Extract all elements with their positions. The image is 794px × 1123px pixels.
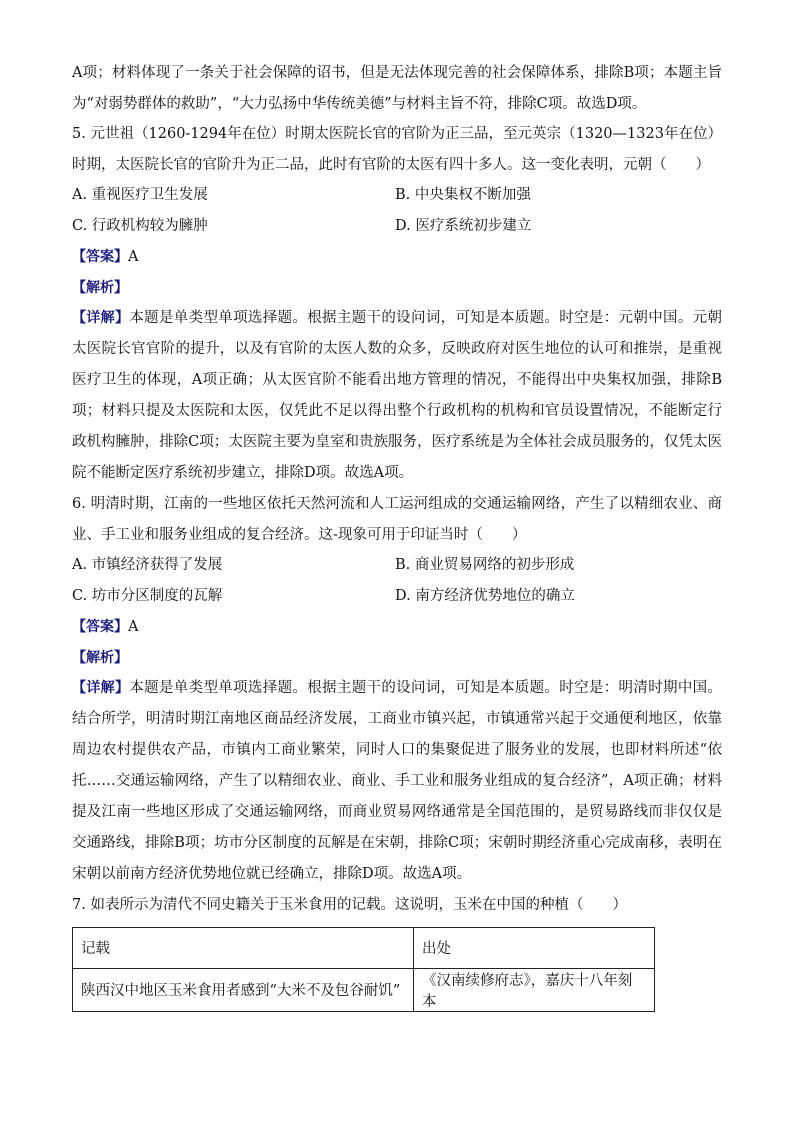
q5-detail-label: 【详解】 xyxy=(72,310,130,326)
q6-detail xyxy=(72,673,722,890)
q5-answer-label: 【答案】 xyxy=(72,249,128,265)
q6-answer-line xyxy=(72,612,722,643)
question-6-stem: 6. 明清时期，江南的一些地区依托天然河流和人工运河组成的交通运输网络，产生了以精细农业、商业、手工业和服务业组成的复合经济。这-现象可用于印证当时（ ） xyxy=(72,496,722,543)
q5-option-a: A. 重视医疗卫生发展 xyxy=(72,187,208,203)
q5-analysis-line xyxy=(72,273,722,304)
q5-analysis-label: 【解析】 xyxy=(72,279,128,296)
document-page xyxy=(72,58,722,1012)
q6-option-d: D. 南方经济优势地位的确立 xyxy=(395,588,575,604)
table-cell-record: 陕西汉中地区玉米食用者感到“大米不及包谷耐饥” xyxy=(73,968,414,1011)
q6-detail-text: 本题是单类型单项选择题。根据主题干的设问词，可知是本质题。时空是：明清时期中国。结合所学，明清时期江南地区商品经济发展，工商业市镇兴起，市镇通常兴起于交通便利地区，依靠周边农村提供农产品，市镇内工商业繁荣，同时人口的集聚促进了服务业的发展，也即材料所述“依托……交通运输网络，产生了以精细农业、商业、手工业和服务业组成的复合经济”，A项正确；材料提及江南一些地区形成了交通运输网络，而商业贸易网络通常是全国范围的，是贸易路线而非仅仅是交通路线，排除B项；坊市分区制度的瓦解是在宋朝，排除C项；宋朝时期经济重心完成南移，表明在宋朝以前南方经济优势地位就已经确立，排除D项。故选A项。 xyxy=(72,680,723,882)
q5-option-d: D. 医疗系统初步建立 xyxy=(395,218,532,234)
table-header-record: 记载 xyxy=(73,927,414,968)
q6-option-a: A. 市镇经济获得了发展 xyxy=(72,557,223,573)
previous-answer-text: A项；材料体现了一条关于社会保障的诏书，但是无法体现完善的社会保障体系，排除B项；本题主旨为“对弱势群体的救助”，“大力弘扬中华传统美德”与材料主旨不符，排除C项。故选D项。 xyxy=(72,65,722,112)
q5-answer-line xyxy=(72,242,722,273)
q5-option-b: B. 中央集权不断加强 xyxy=(395,187,531,203)
question-5-options xyxy=(72,180,722,242)
question-6-options xyxy=(72,550,722,612)
q6-detail-label: 【详解】 xyxy=(72,680,130,696)
q5-answer-value: A xyxy=(128,249,139,265)
question-5-stem: 5. 元世祖（1260-1294年在位）时期太医院长官的官阶为正三品，至元英宗（1320—1323年在位）时期，太医院长官的官阶升为正二品，此时有官阶的太医有四十多人。这一变化表明，元朝（ ） xyxy=(72,126,722,173)
table-row xyxy=(73,968,655,1011)
q6-answer-value: A xyxy=(128,619,139,635)
table-header-row xyxy=(73,927,655,968)
q6-option-c: C. 坊市分区制度的瓦解 xyxy=(72,588,223,604)
q5-detail-text: 本题是单类型单项选择题。根据主题干的设问词，可知是本质题。时空是：元朝中国。元朝太医院长官官阶的提升，以及有官阶的太医人数的众多，反映政府对医生地位的认可和推崇，是重视医疗卫生的体现，A项正确；从太医官阶不能看出地方管理的情况，不能得出中央集权加强，排除B项；材料只提及太医院和太医，仅凭此不足以得出整个行政机构的机构和官员设置情况，不能断定行政机构臃肿，排除C项；太医院主要为皇室和贵族服务，医疗系统是为全体社会成员服务的，仅凭太医院不能断定医疗系统初步建立，排除D项。故选A项。 xyxy=(72,310,723,481)
q6-analysis-line xyxy=(72,643,722,674)
q6-option-b: B. 商业贸易网络的初步形成 xyxy=(395,557,575,573)
q5-detail xyxy=(72,303,722,489)
table-header-source: 出处 xyxy=(414,927,655,968)
q6-answer-label: 【答案】 xyxy=(72,619,128,635)
table-cell-source: 《汉南续修府志》，嘉庆十八年刻本 xyxy=(414,968,655,1011)
q5-option-c: C. 行政机构较为臃肿 xyxy=(72,218,208,234)
records-table xyxy=(72,927,655,1012)
q6-analysis-label: 【解析】 xyxy=(72,649,128,666)
question-7-stem: 7. 如表所示为清代不同史籍关于玉米食用的记载。这说明，玉米在中国的种植（ ） xyxy=(72,897,627,913)
